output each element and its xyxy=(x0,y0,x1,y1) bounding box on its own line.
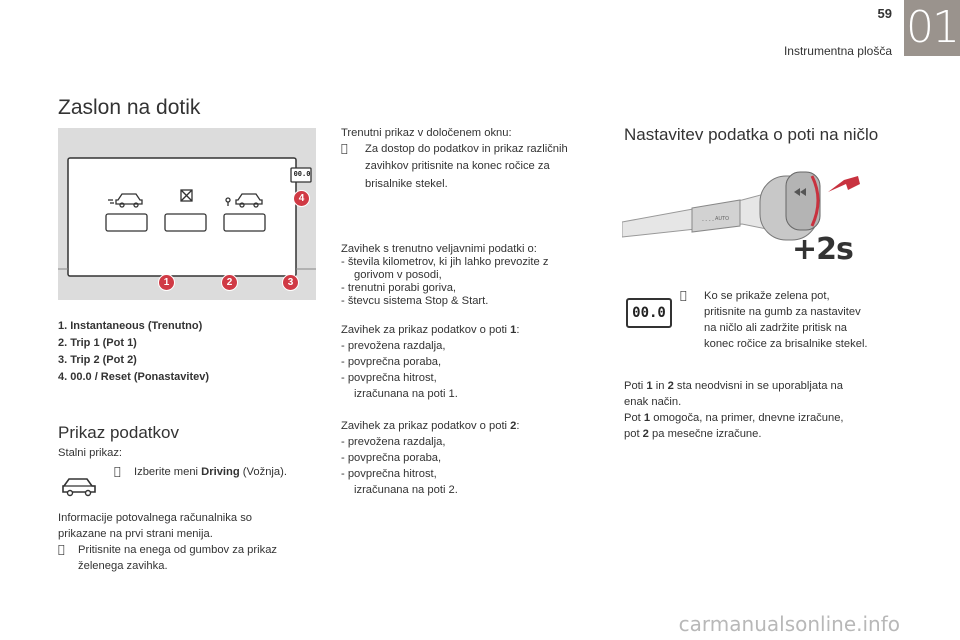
chapter-title: Instrumentna plošča xyxy=(783,44,892,58)
poti-text: pa mesečne izračune. xyxy=(648,428,762,440)
zavihek3-item: - povprečna poraba, xyxy=(341,452,442,464)
zavihek3-num: 2 xyxy=(510,420,517,432)
trenutni-line: zavihkov pritisnite na konec ročice za xyxy=(365,160,550,172)
zavihek1-item: gorivom v posodi, xyxy=(354,269,442,281)
bullet-icon xyxy=(114,464,134,480)
zavihek3-title xyxy=(341,418,603,434)
poti-block xyxy=(624,378,894,442)
zavihek3-block xyxy=(341,418,603,498)
poti-line xyxy=(624,426,894,442)
driving-instruction xyxy=(114,464,314,480)
zavihek2-num: 1 xyxy=(510,324,517,336)
info-line: želenega zavihka. xyxy=(78,560,168,572)
reset-button-icon: 00.0 xyxy=(626,298,672,328)
info-line: prikazane na prvi strani menija. xyxy=(58,528,213,540)
zavihek2-block xyxy=(341,322,603,402)
zavihek1-title: Zavihek s trenutno veljavnimi podatki o: xyxy=(341,243,537,255)
legend-item: 4. 00.0 / Reset (Ponastavitev) xyxy=(58,371,210,383)
zavihek3-pre: Zavihek za prikaz podatkov o poti xyxy=(341,420,511,432)
driving-menu-car-icon xyxy=(60,472,98,498)
callout-1: 1 xyxy=(158,274,175,291)
screen-reset-label: 00.0 xyxy=(293,170,311,178)
zavihek1-item: - števcu sistema Stop & Start. xyxy=(341,295,489,307)
stalk-label: AUTO xyxy=(715,216,730,222)
trenutni-bullet-line xyxy=(341,141,603,157)
zavihek2-item: - povprečna poraba, xyxy=(341,356,442,368)
zavihek2-item: izračunana na poti 1. xyxy=(354,388,458,400)
zavihek1-item: - trenutni porabi goriva, xyxy=(341,282,457,294)
info-paragraph xyxy=(58,510,318,574)
poti-num: 2 xyxy=(667,380,674,392)
zavihek2-title xyxy=(341,322,603,338)
poti-num: 2 xyxy=(642,428,649,440)
ko-line: konec ročice za brisalnike stekel. xyxy=(704,338,868,350)
trenutni-line: brisalnike stekel. xyxy=(365,178,448,190)
plus-2s-label: +2s xyxy=(792,232,853,267)
trenutni-line: Za dostop do podatkov in prikaz različnih xyxy=(365,143,568,155)
bullet-icon xyxy=(58,542,78,558)
zavihek3-item: - prevožena razdalja, xyxy=(341,436,446,448)
section-title-reset: Nastavitev podatka o poti na ničlo xyxy=(624,125,879,144)
zavihek3-item: izračunana na poti 2. xyxy=(354,484,458,496)
zavihek3-item: - povprečna hitrost, xyxy=(341,468,437,480)
zavihek2-pre: Zavihek za prikaz podatkov o poti xyxy=(341,324,511,336)
poti-text: in xyxy=(652,380,668,392)
poti-line xyxy=(624,378,894,394)
poti-num: 1 xyxy=(643,412,651,424)
driving-bold: Driving xyxy=(201,466,240,478)
wiper-stalk-illustration xyxy=(622,162,862,277)
section-title-prikaz: Prikaz podatkov xyxy=(58,423,179,442)
ko-line: Ko se prikaže zelena pot, xyxy=(704,290,830,302)
poti-num: 1 xyxy=(646,380,653,392)
ko-bullet-line xyxy=(680,288,900,304)
ko-line: pritisnite na gumb za nastavitev xyxy=(704,306,861,318)
zavihek2-post: : xyxy=(516,324,520,336)
poti-text: sta neodvisni in se uporabljata na xyxy=(673,380,843,392)
touchscreen-illustration xyxy=(58,128,316,300)
stalk-marking: - - - - xyxy=(702,218,714,224)
trenutni-block xyxy=(341,125,603,193)
info-bullet-line xyxy=(58,542,318,558)
legend-item: 2. Trip 1 (Pot 1) xyxy=(58,337,137,349)
zavihek1-item: - števila kilometrov, ki jih lahko prevozite z xyxy=(341,256,549,268)
driving-post: (Vožnja). xyxy=(239,466,287,478)
ko-line: na ničlo ali zadržite pritisk na xyxy=(704,322,848,334)
poti-line xyxy=(624,410,894,426)
poti-text: omogoča, na primer, dnevne izračune, xyxy=(650,412,844,424)
zavihek2-item: - prevožena razdalja, xyxy=(341,340,446,352)
ko-block xyxy=(680,288,900,352)
push-arrow-icon xyxy=(828,176,860,192)
bullet-icon xyxy=(341,141,365,157)
chapter-tab: 01 xyxy=(904,0,960,56)
poti-line: enak način. xyxy=(624,396,682,408)
callout-2: 2 xyxy=(221,274,238,291)
poti-text: Poti xyxy=(624,380,647,392)
stalni-text: Stalni prikaz: xyxy=(58,447,123,459)
legend-list xyxy=(58,318,209,386)
zavihek2-item: - povprečna hitrost, xyxy=(341,372,437,384)
poti-text: Pot xyxy=(624,412,644,424)
poti-text: pot xyxy=(624,428,643,440)
callout-3: 3 xyxy=(282,274,299,291)
info-line: Pritisnite na enega od gumbov za prikaz xyxy=(78,544,278,556)
legend-item: 3. Trip 2 (Pot 2) xyxy=(58,354,137,366)
zavihek3-post: : xyxy=(516,420,520,432)
bullet-icon xyxy=(680,288,704,304)
driving-pre: Izberite meni xyxy=(134,466,202,478)
watermark: carmanualsonline.info xyxy=(678,612,900,636)
trenutni-line: Trenutni prikaz v določenem oknu: xyxy=(341,127,512,139)
info-line: Informacije potovalnega računalnika so xyxy=(58,512,253,524)
page-number: 59 xyxy=(877,6,892,21)
legend-item: 1. Instantaneous (Trenutno) xyxy=(58,320,203,332)
page-title: Zaslon na dotik xyxy=(58,96,201,119)
callout-4: 4 xyxy=(293,190,310,207)
zavihek1-block xyxy=(341,243,603,308)
